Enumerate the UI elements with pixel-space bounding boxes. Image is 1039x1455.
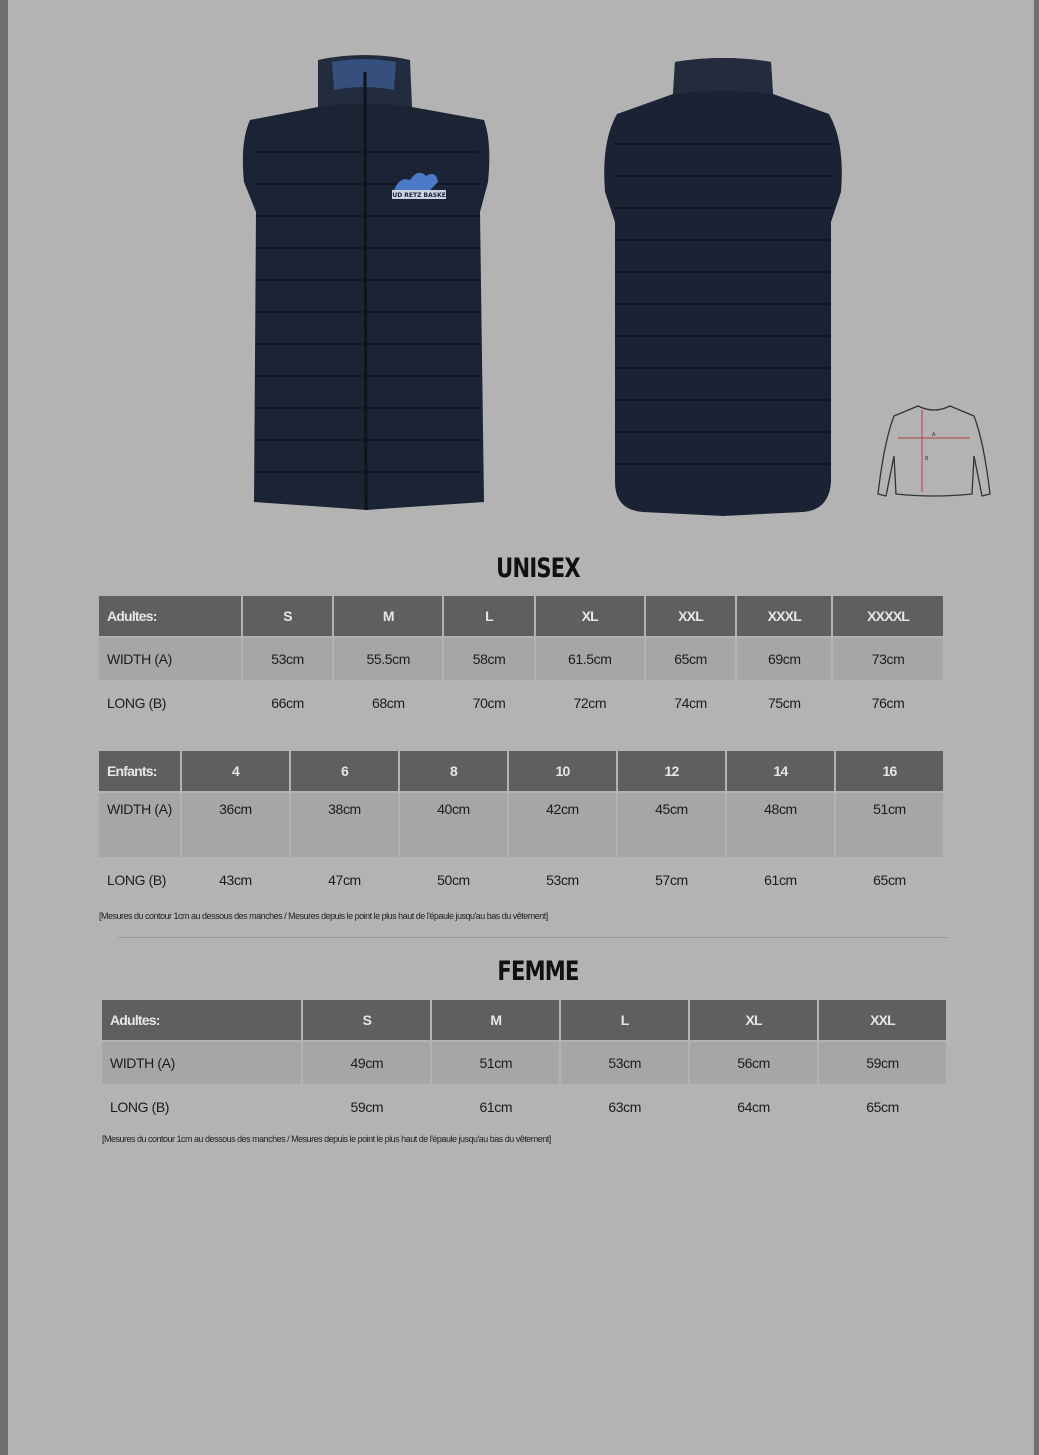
row-label: WIDTH (A)	[99, 793, 180, 857]
header-cell: XXXL	[737, 596, 831, 636]
header-cell: Adultes:	[102, 1000, 301, 1040]
table-header-row	[99, 596, 943, 636]
table-cell: 63cm	[608, 1099, 641, 1115]
table-cell: 38cm	[291, 793, 398, 857]
table-cell: 42cm	[509, 793, 616, 857]
table-cell: 57cm	[655, 872, 688, 888]
table-cell: 61cm	[479, 1099, 513, 1115]
table-cell: 65cm	[646, 638, 736, 680]
section-divider	[118, 937, 948, 938]
row-label: WIDTH (A)	[102, 1042, 301, 1084]
row-label: WIDTH (A)	[99, 638, 241, 680]
header-cell: XL	[536, 596, 644, 636]
table-cell: 36cm	[182, 793, 289, 857]
row-label: LONG (B)	[107, 872, 167, 888]
header-cell: XL	[690, 1000, 817, 1040]
header-cell: 10	[509, 751, 616, 791]
table-cell: 74cm	[674, 695, 707, 711]
table-cell: 68cm	[371, 695, 405, 711]
header-cell: XXXXL	[833, 596, 943, 636]
diagram-label-b: B	[925, 456, 929, 462]
femme-adults-table	[100, 998, 948, 1130]
header-cell: XXL	[646, 596, 736, 636]
table-cell: 59cm	[350, 1099, 384, 1115]
table-row	[102, 1042, 946, 1084]
unisex-title: UNISEX	[496, 553, 580, 584]
table-cell: 66cm	[271, 695, 304, 711]
header-cell: S	[243, 596, 333, 636]
header-cell: L	[444, 596, 534, 636]
table-cell: 51cm	[432, 1042, 559, 1084]
table-row	[99, 859, 943, 901]
table-header-row	[99, 751, 943, 791]
header-cell: L	[561, 1000, 688, 1040]
table-cell: 53cm	[561, 1042, 688, 1084]
header-cell: S	[303, 1000, 430, 1040]
header-cell: M	[334, 596, 442, 636]
table-cell: 53cm	[546, 872, 579, 888]
table-header-row	[102, 1000, 946, 1040]
unisex-kids-table	[97, 749, 945, 903]
table-cell: 61cm	[764, 872, 797, 888]
table-row	[99, 638, 943, 680]
club-logo-text: SUD RETZ BASKET	[388, 192, 450, 199]
table-cell: 61.5cm	[536, 638, 644, 680]
table-cell: 50cm	[437, 872, 470, 888]
table-cell: 40cm	[400, 793, 507, 857]
unisex-measure-note: [Mesures du contour 1cm au dessous des manches / Mesures depuis le point le plus haut de l'épaule jusqu'au bas du vêtement]	[99, 911, 548, 921]
table-cell: 47cm	[328, 872, 361, 888]
table-cell: 76cm	[871, 695, 905, 711]
table-cell: 45cm	[618, 793, 725, 857]
table-cell: 69cm	[737, 638, 831, 680]
header-cell: 16	[836, 751, 943, 791]
table-row	[99, 793, 943, 857]
vest-front-image	[234, 52, 500, 514]
table-cell: 56cm	[690, 1042, 817, 1084]
table-cell: 48cm	[727, 793, 834, 857]
femme-measure-note: [Mesures du contour 1cm au dessous des manches / Mesures depuis le point le plus haut de l'épaule jusqu'au bas du vêtement]	[102, 1134, 551, 1144]
table-cell: 43cm	[219, 872, 252, 888]
header-cell: 12	[618, 751, 725, 791]
header-cell: Adultes:	[99, 596, 241, 636]
size-guide-page	[8, 0, 1034, 1455]
table-row	[102, 1086, 946, 1128]
diagram-label-a: A	[932, 432, 936, 438]
row-label: LONG (B)	[107, 695, 167, 711]
table-cell: 55.5cm	[334, 638, 442, 680]
header-cell: 6	[291, 751, 398, 791]
table-cell: 64cm	[737, 1099, 770, 1115]
measurement-diagram	[870, 402, 998, 506]
header-cell: 8	[400, 751, 507, 791]
header-cell: M	[432, 1000, 559, 1040]
header-cell: 4	[182, 751, 289, 791]
header-cell: 14	[727, 751, 834, 791]
header-cell: Enfants:	[99, 751, 180, 791]
table-cell: 49cm	[303, 1042, 430, 1084]
table-cell: 65cm	[866, 1099, 899, 1115]
table-cell: 73cm	[833, 638, 943, 680]
table-cell: 65cm	[873, 872, 906, 888]
table-cell: 51cm	[836, 793, 943, 857]
table-cell: 59cm	[819, 1042, 946, 1084]
table-cell: 75cm	[767, 695, 801, 711]
row-label: LONG (B)	[110, 1099, 170, 1115]
unisex-adults-table	[97, 594, 945, 726]
vest-back-image	[593, 52, 853, 518]
header-cell: XXL	[819, 1000, 946, 1040]
table-cell: 53cm	[243, 638, 333, 680]
table-row	[99, 682, 943, 724]
femme-title: FEMME	[497, 956, 579, 987]
table-cell: 72cm	[573, 695, 607, 711]
table-cell: 58cm	[444, 638, 534, 680]
table-cell: 70cm	[472, 695, 506, 711]
